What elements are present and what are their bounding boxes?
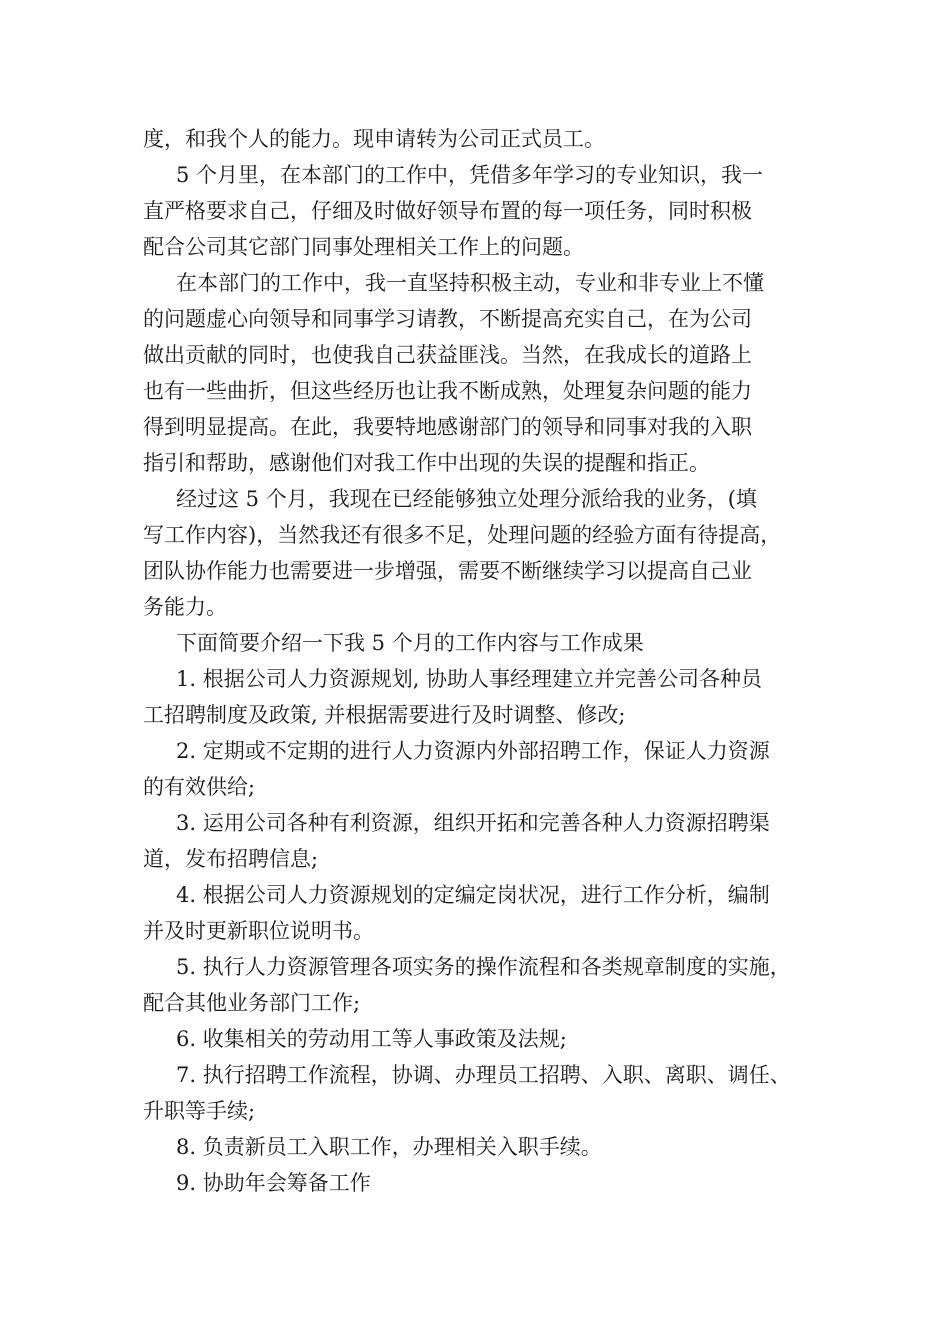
text-line: 2. 定期或不定期的进行人力资源内外部招聘工作，保证人力资源 <box>176 739 770 763</box>
paragraph <box>143 1021 823 1057</box>
document-page <box>143 121 823 1201</box>
paragraph <box>143 1165 823 1201</box>
paragraph <box>143 733 823 805</box>
paragraph <box>143 481 823 625</box>
text-line: 团队协作能力也需要进一步增强，需要不断继续学习以提高自己业 <box>143 559 752 583</box>
text-line: 配合其他业务部门工作; <box>143 991 361 1015</box>
text-line: 道，发布招聘信息; <box>143 847 319 871</box>
text-line: 7. 执行招聘工作流程，协调、办理员工招聘、入职、离职、调任、 <box>176 1063 791 1087</box>
text-line: 1. 根据公司人力资源规划, 协助人事经理建立并完善公司各种员 <box>176 667 763 691</box>
text-line: 升职等手续; <box>143 1099 256 1123</box>
text-line: 做出贡献的同时，也使我自己获益匪浅。当然，在我成长的道路上 <box>143 343 752 367</box>
paragraph <box>143 625 823 661</box>
paragraph <box>143 805 823 877</box>
paragraph <box>143 949 823 1021</box>
paragraph <box>143 1057 823 1129</box>
text-line: 并及时更新职位说明书。 <box>143 919 374 943</box>
text-line: 配合公司其它部门同事处理相关工作上的问题。 <box>143 235 584 259</box>
text-line: 度，和我个人的能力。现申请转为公司正式员工。 <box>143 127 605 151</box>
text-line: 工招聘制度及政策, 并根据需要进行及时调整、修改; <box>143 703 626 727</box>
paragraph <box>143 265 823 481</box>
text-line: 得到明显提高。在此，我要特地感谢部门的领导和同事对我的入职 <box>143 415 752 439</box>
text-line: 4. 根据公司人力资源规划的定编定岗状况，进行工作分析，编制 <box>176 883 770 907</box>
text-line: 6. 收集相关的劳动用工等人事政策及法规; <box>176 1027 567 1051</box>
paragraph <box>143 1129 823 1165</box>
text-line: 也有一些曲折，但这些经历也让我不断成熟，处理复杂问题的能力 <box>143 379 752 403</box>
text-line: 在本部门的工作中，我一直坚持积极主动，专业和非专业上不懂 <box>176 271 764 295</box>
paragraph <box>143 157 823 265</box>
text-line: 5. 执行人力资源管理各项实务的操作流程和各类规章制度的实施， <box>176 955 791 979</box>
text-line: 写工作内容)，当然我还有很多不足，处理问题的经验方面有待提高， <box>143 523 782 547</box>
text-line: 8. 负责新员工入职工作，办理相关入职手续。 <box>176 1135 602 1159</box>
text-line: 的有效供给; <box>143 775 256 799</box>
text-line: 指引和帮助，感谢他们对我工作中出现的失误的提醒和指正。 <box>143 451 710 475</box>
text-line: 下面简要介绍一下我 5 个月的工作内容与工作成果 <box>176 631 644 655</box>
text-line: 经过这 5 个月，我现在已经能够独立处理分派给我的业务，(填 <box>176 487 757 511</box>
text-line: 9. 协助年会筹备工作 <box>176 1171 371 1195</box>
text-line: 直严格要求自己，仔细及时做好领导布置的每一项任务，同时积极 <box>143 199 752 223</box>
paragraph <box>143 877 823 949</box>
text-line: 务能力。 <box>143 595 227 619</box>
text-line: 的问题虚心向领导和同事学习请教，不断提高充实自己，在为公司 <box>143 307 752 331</box>
text-line: 3. 运用公司各种有利资源，组织开拓和完善各种人力资源招聘渠 <box>176 811 770 835</box>
paragraph <box>143 121 823 157</box>
paragraph <box>143 661 823 733</box>
text-line: 5 个月里，在本部门的工作中，凭借多年学习的专业知识，我一 <box>176 163 764 187</box>
